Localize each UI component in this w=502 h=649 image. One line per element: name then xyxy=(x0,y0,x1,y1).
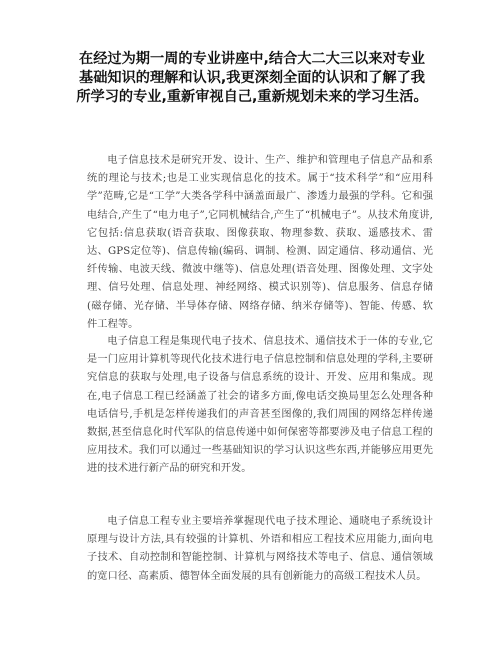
paragraph-3: 电子信息工程专业主要培养掌握现代电子技术理论、通晓电子系统设计原理与设计方法,具有较强的计算机、外语和相应工程技术应用能力,面向电子技术、自动控制和智能控制、计算机与网络技术等电子、信息、通信领域的宽口径、高素质、德智体全面发展的具有创新能力的高级工程技术人员。 xyxy=(87,516,433,582)
document-title: 在经过为期一周的专业讲座中,结合大二大三以来对专业基础知识的理解和认识,我更深刻全面的认识和了解了我所学习的专业,重新审视自己,重新规划未来的学习生活。 xyxy=(76,51,428,105)
paragraph-2: 电子信息工程是集现代电子技术、信息技术、通信技术于一体的专业,它是一门应用计算机等现代化技术进行电子信息控制和信息处理的学科,主要研究信息的获取与处理,电子设备与信息系统的设计、开发、应用和集成。现在,电子信息工程已经涵盖了社会的诸多方面,像电话交换局里怎么处理各种电话信号,手机是怎样传递我们的声音甚至图像的,我们周围的网络怎样传递数据,甚至信息化时代军队的信息传递中如何保密等都要涉及电子信息工程的应用技术。我们可以通过一些基础知识的学习认识这些东西,并能够应用更先进的技术进行新产品的研究和开发。 xyxy=(87,336,433,475)
paragraph-1: 电子信息技术是研究开发、设计、生产、维护和管理电子信息产品和系统的理论与技术;也是工业实现信息化的技术。属于“技术科学”和“应用科学”范畴,它是“工学”大类各学科中涵盖面最广、渗透力最强的学科。它和强电结合,产生了“电力电子”,它同机械结合,产生了“机械电子”。从技术角度讲,它包括:信息获取(语音获取、图像获取、物理参数、获取、遥感技术、雷达、GPS定位等)、信息传输(编码、调制、检测、固定通信、移动通信、光纤传输、电波天线、微波中继等)、信息处理(语音处理、图像处理、文字处理、信号处理、信息处理、神经网络、模式识别等)、信息服务、信息存储(磁存储、光存储、半导体存储、网络存储、纳米存储等)、智能、传感、软件工程等。 xyxy=(87,155,433,330)
